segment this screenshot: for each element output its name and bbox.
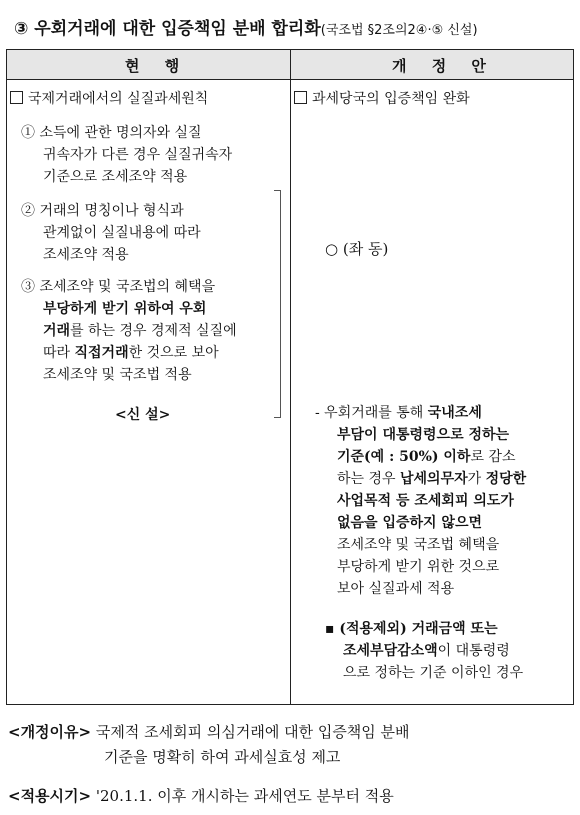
left-head: 국제거래에서의 실질과세원칙 <box>10 88 208 110</box>
effective-date-text: '20.1.1. 이후 개시하는 과세연도 분부터 적용 <box>95 787 394 805</box>
header-revised: 개 정 안 <box>392 57 496 75</box>
revision-reason-text-2: 기준을 명확히 하여 과세실효성 제고 <box>104 748 341 766</box>
header-current: 현 행 <box>125 57 190 75</box>
right-bullet: ▪ (적용제외) 거래금액 또는 조세부담감소액이 대통령령 으로 정하는 기준 이하인 경우 <box>325 621 524 681</box>
comparison-table <box>6 49 574 705</box>
effective-date-label: <적용시기> <box>8 787 92 805</box>
right-head: 과세당국의 입증책임 완화 <box>294 88 470 110</box>
checkbox-icon <box>294 91 307 104</box>
left-item-2: ② 거래의 명칭이나 형식과 관계없이 실질내용에 따라 조세조약 적용 <box>21 203 201 263</box>
left-item-3: ③ 조세조약 및 국조법의 혜택을 부당하게 받기 위하여 우회 거래를 하는 경우 경제적 실질에 따라 직접거래한 것으로 보아 조세조약 및 국조법 적용 <box>21 279 237 383</box>
right-dash: - 우회거래를 통해 국내조세 부담이 대통령령으로 정하는 기준(예 : 50%) 이하로 감소 하는 경우 납세의무자가 정당한 사업목적 등 조세회피 의도가 없음을 입증하지 않으면 조세조약 및 국조법 혜택을 부당하게 받기 위한 것으로 보아 실질과세 적용 <box>315 405 527 597</box>
revision-reason <box>8 720 410 745</box>
effective-date <box>8 784 394 809</box>
left-new: <신 설> <box>115 407 171 423</box>
checkbox-icon <box>10 91 23 104</box>
revision-reason-text-1: 국제적 조세회피 의심거래에 대한 입증책임 분배 <box>95 723 410 741</box>
right-same: ○ (좌 동) <box>325 240 389 258</box>
section-title-note: (국조법 §2조의2④·⑤ 신설) <box>320 23 478 38</box>
left-item-1: ① 소득에 관한 명의자와 실질 귀속자가 다른 경우 실질귀속자 기준으로 조세조약 적용 <box>21 125 233 185</box>
column-divider <box>290 50 291 704</box>
section-title-main: ③ 우회거래에 대한 입증책임 분배 합리화 <box>14 19 321 39</box>
bracket-left <box>274 190 281 418</box>
revision-reason-label: <개정이유> <box>8 723 92 741</box>
section-title <box>14 14 478 39</box>
